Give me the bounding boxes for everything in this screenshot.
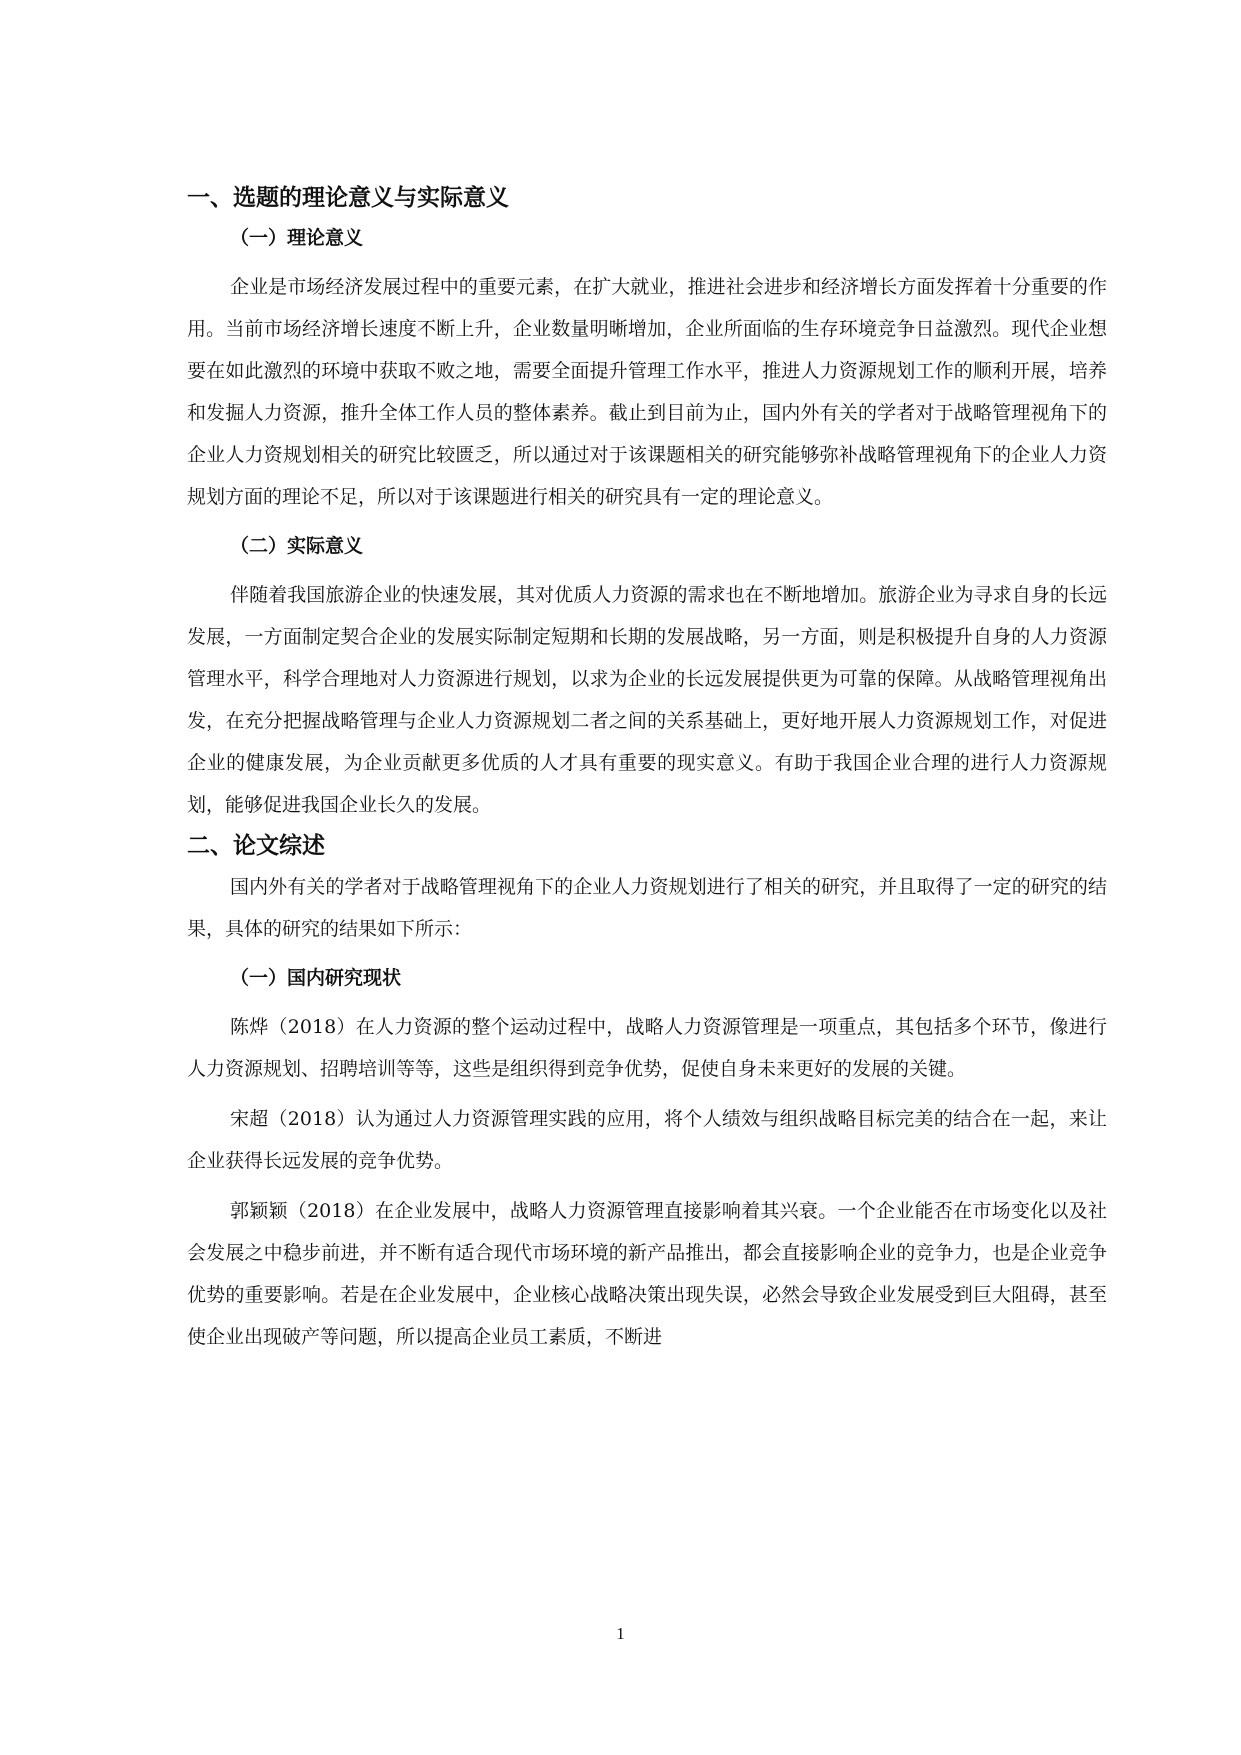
section-2-title: 二、论文综述 (187, 833, 325, 859)
domestic-research-paragraph: 陈烨（2018）在人力资源的整个运动过程中，战略人力资源管理是一项重点，其包括多个环节，像进行人力资源规划、招聘培训等等，这些是组织得到竞争优势，促使自身未来更好的发展的关键。 (187, 1016, 1107, 1080)
section-1-sub-2-paragraph: 伴随着我国旅游企业的快速发展，其对优质人力资源的需求也在不断地增加。旅游企业为寻求自身的长远发展，一方面制定契合企业的发展实际制定短期和长期的发展战略，另一方面，则是积极提升自身的人力资源管理水平，科学合理地对人力资源进行规划，以求为企业的长远发展提供更为可靠的保障。从战略管理视角出发，在充分把握战略管理与企业人力资源规划二者之间的关系基础上，更好地开展人力资源规划工作，对促进企业的健康发展，为企业贡献更多优质的人才具有重要的现实意义。有助于我国企业合理的进行人力资源规划，能够促进我国企业长久的发展。 (187, 584, 1107, 816)
page-number: 1 (616, 1624, 625, 1643)
section-2-intro: 国内外有关的学者对于战略管理视角下的企业人力资规划进行了相关的研究，并且取得了一定的研究的结果，具体的研究的结果如下所示： (187, 876, 1107, 940)
domestic-research-paragraph: 宋超（2018）认为通过人力资源管理实践的应用，将个人绩效与组织战略目标完美的结合在一起，来让企业获得长远发展的竞争优势。 (187, 1108, 1107, 1172)
domestic-research-paragraph: 郭颖颖（2018）在企业发展中，战略人力资源管理直接影响着其兴衰。一个企业能否在市场变化以及社会发展之中稳步前进，并不断有适合现代市场环境的新产品推出，都会直接影响企业的竞争力，也是企业竞争优势的重要影响。若是在企业发展中，企业核心战略决策出现失误，必然会导致企业发展受到巨大阻碍，甚至使企业出现破产等问题，所以提高企业员工素质，不断进 (187, 1200, 1107, 1348)
section-1-sub-1-paragraph: 企业是市场经济发展过程中的重要元素，在扩大就业，推进社会进步和经济增长方面发挥着十分重要的作用。当前市场经济增长速度不断上升，企业数量明晰增加，企业所面临的生存环境竞争日益激烈。现代企业想要在如此激烈的环境中获取不败之地，需要全面提升管理工作水平，推进人力资源规划工作的顺利开展，培养和发掘人力资源，推升全体工作人员的整体素养。截止到目前为止，国内外有关的学者对于战略管理视角下的企业人力资规划相关的研究比较匮乏，所以通过对于该课题相关的研究能够弥补战略管理视角下的企业人力资规划方面的理论不足，所以对于该课题进行相关的研究具有一定的理论意义。 (187, 276, 1107, 508)
section-1-sub-1-heading: （一）理论意义 (230, 227, 364, 249)
document-page (187, 178, 1107, 1358)
section-1-title: 一、选题的理论意义与实际意义 (187, 185, 509, 211)
section-1-sub-2-heading: （二）实际意义 (230, 535, 364, 557)
section-2-sub-1-heading: （一）国内研究现状 (230, 967, 402, 989)
